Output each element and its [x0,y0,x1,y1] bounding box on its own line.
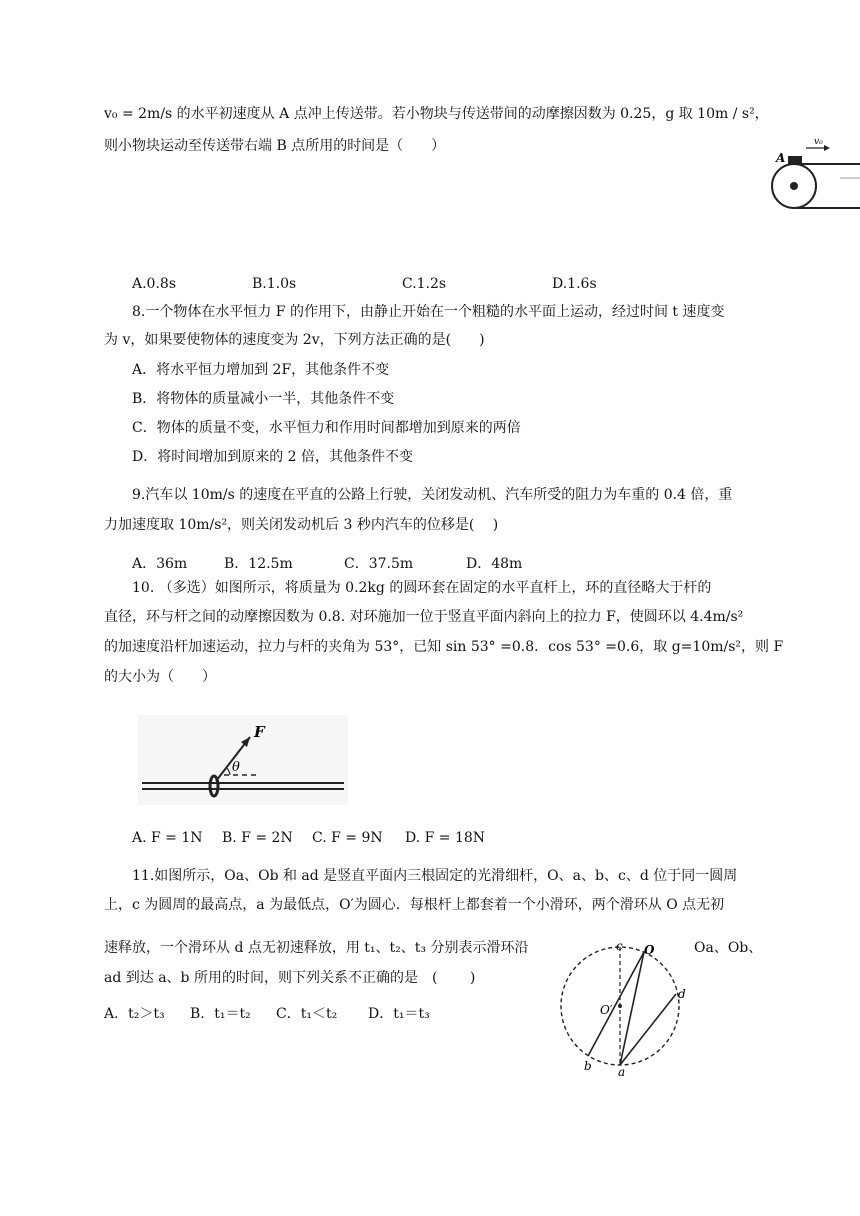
circle-label-c: c [616,940,623,953]
q7-stem-line2: 则小物块运动至传送带右端 B 点所用的时间是（ ） [104,138,446,154]
q10-option-d: D. F = 18N [405,830,486,846]
q9-option-a: A．36m [132,556,188,572]
q11-stem-line3a: 速释放，一个滑环从 d 点无初速释放，用 t₁、t₂、t₃ 分别表示滑环沿 [104,940,529,956]
circle-label-a: a [618,1065,626,1079]
q7-option-b: B.1.0s [252,276,297,292]
circle-label-center: O′ [600,1003,613,1017]
q11-stem-line4: ad 到达 a、b 所用的时间，则下列关系不正确的是 ( ) [104,970,476,986]
circle-label-b: b [584,1059,592,1073]
circle-label-o: O [644,943,655,957]
q9-stem-line1: 9.汽车以 10m/s 的速度在平直的公路上行驶，关闭发动机、汽车所受的阻力为车重的 0.4 倍，重 [132,487,733,503]
q9-option-b: B．12.5m [224,556,293,572]
circle-rods-figure [548,940,708,1080]
q9-option-d: D．48m [466,556,523,572]
q11-stem-line1: 11.如图所示，Oa、Ob 和 ad 是竖直平面内三根固定的光滑细杆，O、a、b、c、d 位于同一圆周 [132,868,738,884]
q7-option-a: A.0.8s [132,276,177,292]
q8-option-d: D．将时间增加到原来的 2 倍，其他条件不变 [132,449,414,465]
q11-option-d: D．t₁＝t₃ [368,1006,430,1022]
q10-stem-line1: 10. （多选）如图所示，将质量为 0.2kg 的圆环套在固定的水平直杆上，环的直径略大于杆的 [132,580,712,596]
ring-rod-label-theta: θ [232,760,240,775]
conveyor-label-v0: v₀ [814,137,823,147]
q7-stem-line1: v₀ = 2m/s 的水平初速度从 A 点冲上传送带。若小物块与传送带间的动摩擦因数为 0.25，g 取 10m / s²， [104,106,769,122]
q8-stem-line2: 为 v，如果要使物体的速度变为 2v，下列方法正确的是( ) [104,332,485,348]
q11-stem-line2: 上，c 为圆周的最高点，a 为最低点，O′为圆心．每根杆上都套着一个小滑环，两个滑环从 O 点无初 [104,897,725,913]
q11-option-b: B．t₁＝t₂ [190,1006,251,1022]
q7-option-c: C.1.2s [402,276,447,292]
q10-stem-line2: 直径，环与杆之间的动摩擦因数为 0.8. 对环施加一位于竖直平面内斜向上的拉力 F，使圆环以 4.4m/s² [104,609,744,625]
q10-option-a: A. F = 1N [132,830,203,846]
conveyor-label-a: A [776,151,786,165]
q10-stem-line4: 的大小为（ ） [104,669,216,685]
q8-option-c: C．物体的质量不变，水平恒力和作用时间都增加到原来的两倍 [132,420,521,436]
q11-stem-line3b: Oa、Ob、 [694,940,763,956]
q11-option-a: A．t₂＞t₃ [104,1006,165,1022]
q9-option-c: C．37.5m [344,556,414,572]
q8-stem-line1: 8.一个物体在水平恒力 F 的作用下，由静止开始在一个粗糙的水平面上运动，经过时间 t 速度变 [132,304,725,320]
conveyor-figure [764,136,860,216]
ring-rod-label-f: F [254,723,265,741]
q10-option-b: B. F = 2N [222,830,293,846]
q9-stem-line2: 力加速度取 10m/s²，则关闭发动机后 3 秒内汽车的位移是( ) [104,517,499,533]
q7-option-d: D.1.6s [552,276,597,292]
q10-option-c: C. F = 9N [312,830,383,846]
circle-label-d: d [678,987,686,1001]
q8-option-a: A．将水平恒力增加到 2F，其他条件不变 [132,362,390,378]
q8-option-b: B．将物体的质量减小一半，其他条件不变 [132,391,395,407]
ring-rod-figure [138,715,348,805]
q11-option-c: C．t₁＜t₂ [276,1006,338,1022]
q10-stem-line3: 的加速度沿杆加速运动，拉力与杆的夹角为 53°，已知 sin 53° =0.8．cos 53° =0.6，取 g=10m/s²，则 F [104,639,784,655]
